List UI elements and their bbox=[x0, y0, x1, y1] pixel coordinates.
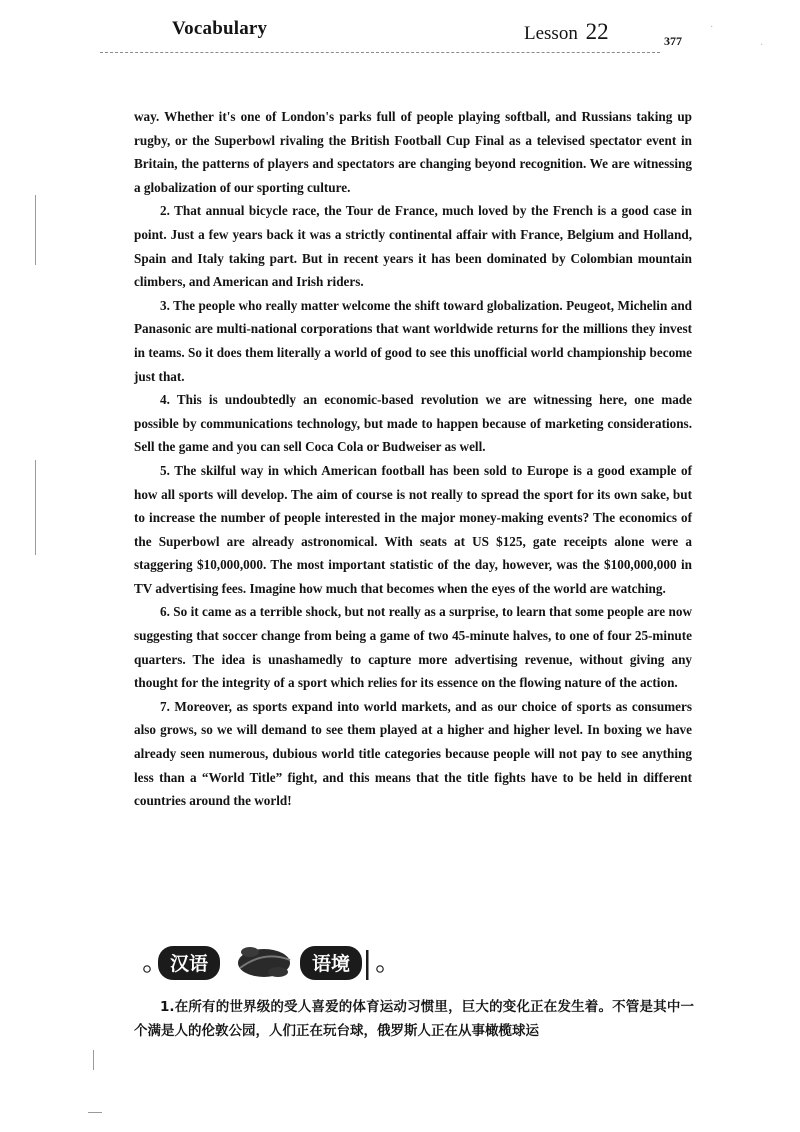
paragraph-7: 7. Moreover, as sports expand into world markets, and as our choice of sports as consumers also grows, so we will demand to see them played at a higher and higher level. In boxing we have already seen numerous, dubious world title categories because people will not pay to see anything less than a “World Title” fight, and this means that the title fights have to be held in different countries around the world! bbox=[134, 698, 692, 809]
calligraphy-brush-icon bbox=[238, 947, 290, 977]
margin-scan-line bbox=[93, 1050, 94, 1070]
banner-circle-right bbox=[377, 966, 383, 972]
section-title: Vocabulary bbox=[172, 18, 268, 39]
chinese-translation bbox=[134, 995, 694, 1043]
margin-scan-line bbox=[35, 195, 36, 265]
banner-end-bar bbox=[366, 950, 369, 980]
margin-scan-line bbox=[88, 1112, 102, 1113]
banner-word-left: 汉语 bbox=[169, 953, 209, 975]
banner-word-right: 语境 bbox=[311, 953, 351, 975]
margin-scan-line bbox=[35, 460, 36, 555]
lesson-heading bbox=[524, 19, 609, 45]
paragraph-continued: way. Whether it's one of London's parks full of people playing softball, and Russians taking up rugby, or the Superbowl rivaling the British Football Cup Final as a televised spectator event in Britain, the patterns of players and spectators are changing beyond recognition. We are witnessing a globalization of our sporting culture. bbox=[134, 109, 692, 195]
paragraph-6: 6. So it came as a terrible shock, but not really as a surprise, to learn that some people are now suggesting that soccer change from being a game of two 45-minute halves, to one of four 25-minute quarters. The idea is unashamedly to capture more advertising revenue, without giving any thought for the integrity of a sport which relies for its essence on the flowing nature of the action. bbox=[134, 604, 692, 691]
scan-speck: · bbox=[710, 22, 714, 33]
paragraph-3: 3. The people who really matter welcome the shift toward globalization. Peugeot, Michelin and Panasonic are multi-national corporations that want worldwide returns for the millions they invest in teams. So it does them literally a world of good to see this unofficial world championship become just that. bbox=[134, 297, 692, 384]
lesson-number: 22 bbox=[585, 19, 609, 44]
lesson-label: Lesson bbox=[524, 23, 578, 44]
page-number: 377 bbox=[664, 34, 682, 48]
chinese-paragraph-1: 1.在所有的世界级的受人喜爱的体育运动习惯里，巨大的变化正在发生着。不管是其中一个满是人的伦敦公园，人们正在玩台球，俄罗斯人正在从事橄榄球运 bbox=[134, 999, 694, 1039]
article-body bbox=[134, 105, 692, 813]
paragraph-5: 5. The skilful way in which American football has been sold to Europe is a good example of how all sports will develop. The aim of course is not really to spread the sport for its own sake, but to increase the number of people interested in the major money-making events? The economics of the Superbowl are already astronomical. With seats at US $125, gate receipts alone were a staggering $10,000,000. The most important statistic of the day, however, was the $100,000,000 in TV advertising fees. Imagine how much that becomes when the eyes of the world are watching. bbox=[134, 462, 692, 596]
paragraph-4: 4. This is undoubtedly an economic-based revolution we are witnessing here, one made possible by communications technology, but made to happen because of marketing considerations. Sell the game and you can sell Coca Cola or Budweiser as well. bbox=[134, 392, 692, 455]
chinese-context-banner bbox=[140, 938, 410, 986]
paragraph-2: 2. That annual bicycle race, the Tour de France, much loved by the French is a good case in point. Just a few years back it was a strictly continental affair with France, Belgium and Holland, Spain and Italy taking part. But in recent years it has been dominated by Colombian mountain climbers, and American and Irish riders. bbox=[134, 203, 692, 290]
scan-speck: · bbox=[760, 40, 764, 51]
header-divider bbox=[100, 52, 660, 53]
banner-circle-left bbox=[144, 966, 150, 972]
